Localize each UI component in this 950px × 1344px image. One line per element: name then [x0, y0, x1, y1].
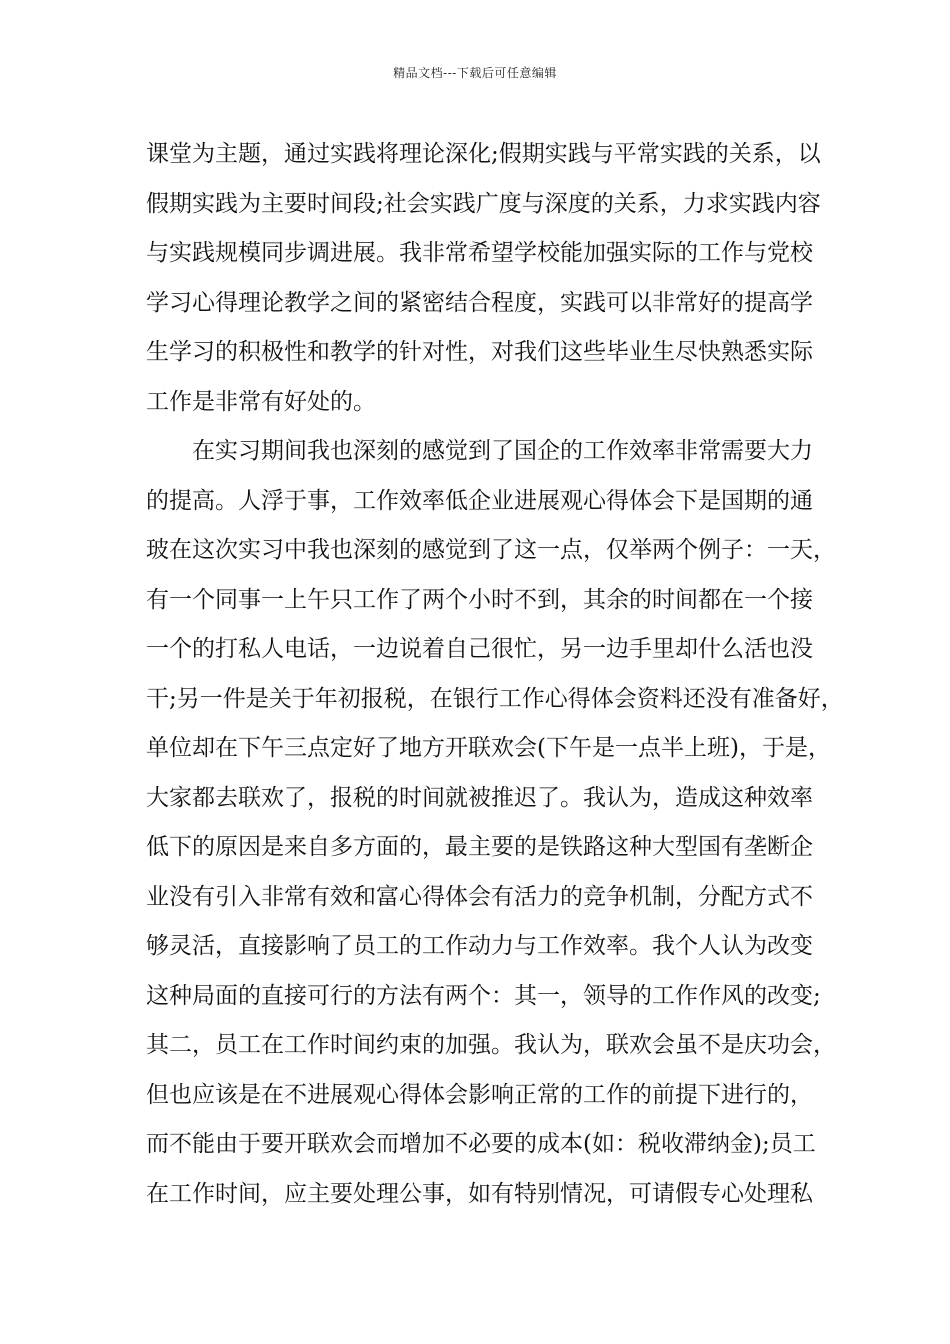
- text-line: 的提高。人浮于事，工作效率低企业进展观心得体会下是国期的通: [146, 487, 813, 514]
- page-header: 精品文档---下载后可任意编辑: [393, 66, 557, 80]
- text-line: 假期实践为主要时间段;社会实践广度与深度的关系，力求实践内容: [146, 190, 821, 217]
- text-line: 与实践规模同步调进展。我非常希望学校能加强实际的工作与党校: [146, 240, 813, 266]
- text-line: 干;另一件是关于年初报税，在银行工作心得体会资料还没有准备好，: [146, 685, 844, 712]
- text-line: 生学习的积极性和教学的针对性，对我们这些毕业生尽快熟悉实际: [146, 339, 813, 365]
- text-line: 工作是非常有好处的。: [146, 388, 376, 415]
- text-line: 有一个同事一上午只工作了两个小时不到，其余的时间都在一个接: [146, 586, 813, 613]
- text-line: 业没有引入非常有效和富心得体会有活力的竞争机制，分配方式不: [146, 883, 813, 910]
- text-line: 而不能由于要开联欢会而增加不必要的成本(如：税收滞纳金);员工: [146, 1131, 816, 1157]
- text-line: 在工作时间，应主要处理公事，如有特别情况，可请假专心处理私: [146, 1180, 813, 1207]
- text-line: 单位却在下午三点定好了地方开联欢会(下午是一点半上班)，于是，: [146, 735, 831, 761]
- body-text: [146, 130, 844, 1219]
- text-line: 一个的打私人电话，一边说着自己很忙，另一边手里却什么活也没: [146, 636, 813, 662]
- text-line: 但也应该是在不进展观心得体会影响正常的工作的前提下进行的，: [146, 1081, 813, 1108]
- text-line: 其二，员工在工作时间约束的加强。我认为，联欢会虽不是庆功会，: [146, 1032, 836, 1058]
- text-line: 玻在这次实习中我也深刻的感觉到了这一点，仅举两个例子：一天，: [146, 537, 836, 563]
- text-line: 够灵活，直接影响了员工的工作动力与工作效率。我个人认为改变: [146, 933, 813, 959]
- text-line: 课堂为主题，通过实践将理论深化;假期实践与平常实践的关系，以: [146, 141, 821, 167]
- text-line: 学习心得理论教学之间的紧密结合程度，实践可以非常好的提高学: [146, 289, 813, 316]
- text-line: 这种局面的直接可行的方法有两个：其一，领导的工作作风的改变;: [146, 982, 821, 1009]
- text-line: 低下的原因是来自多方面的，最主要的是铁路这种大型国有垄断企: [146, 834, 813, 860]
- text-line: 大家都去联欢了，报税的时间就被推迟了。我认为，造成这种效率: [146, 784, 813, 811]
- paragraph-start-line: 在实习期间我也深刻的感觉到了国企的工作效率非常需要大力: [192, 438, 813, 464]
